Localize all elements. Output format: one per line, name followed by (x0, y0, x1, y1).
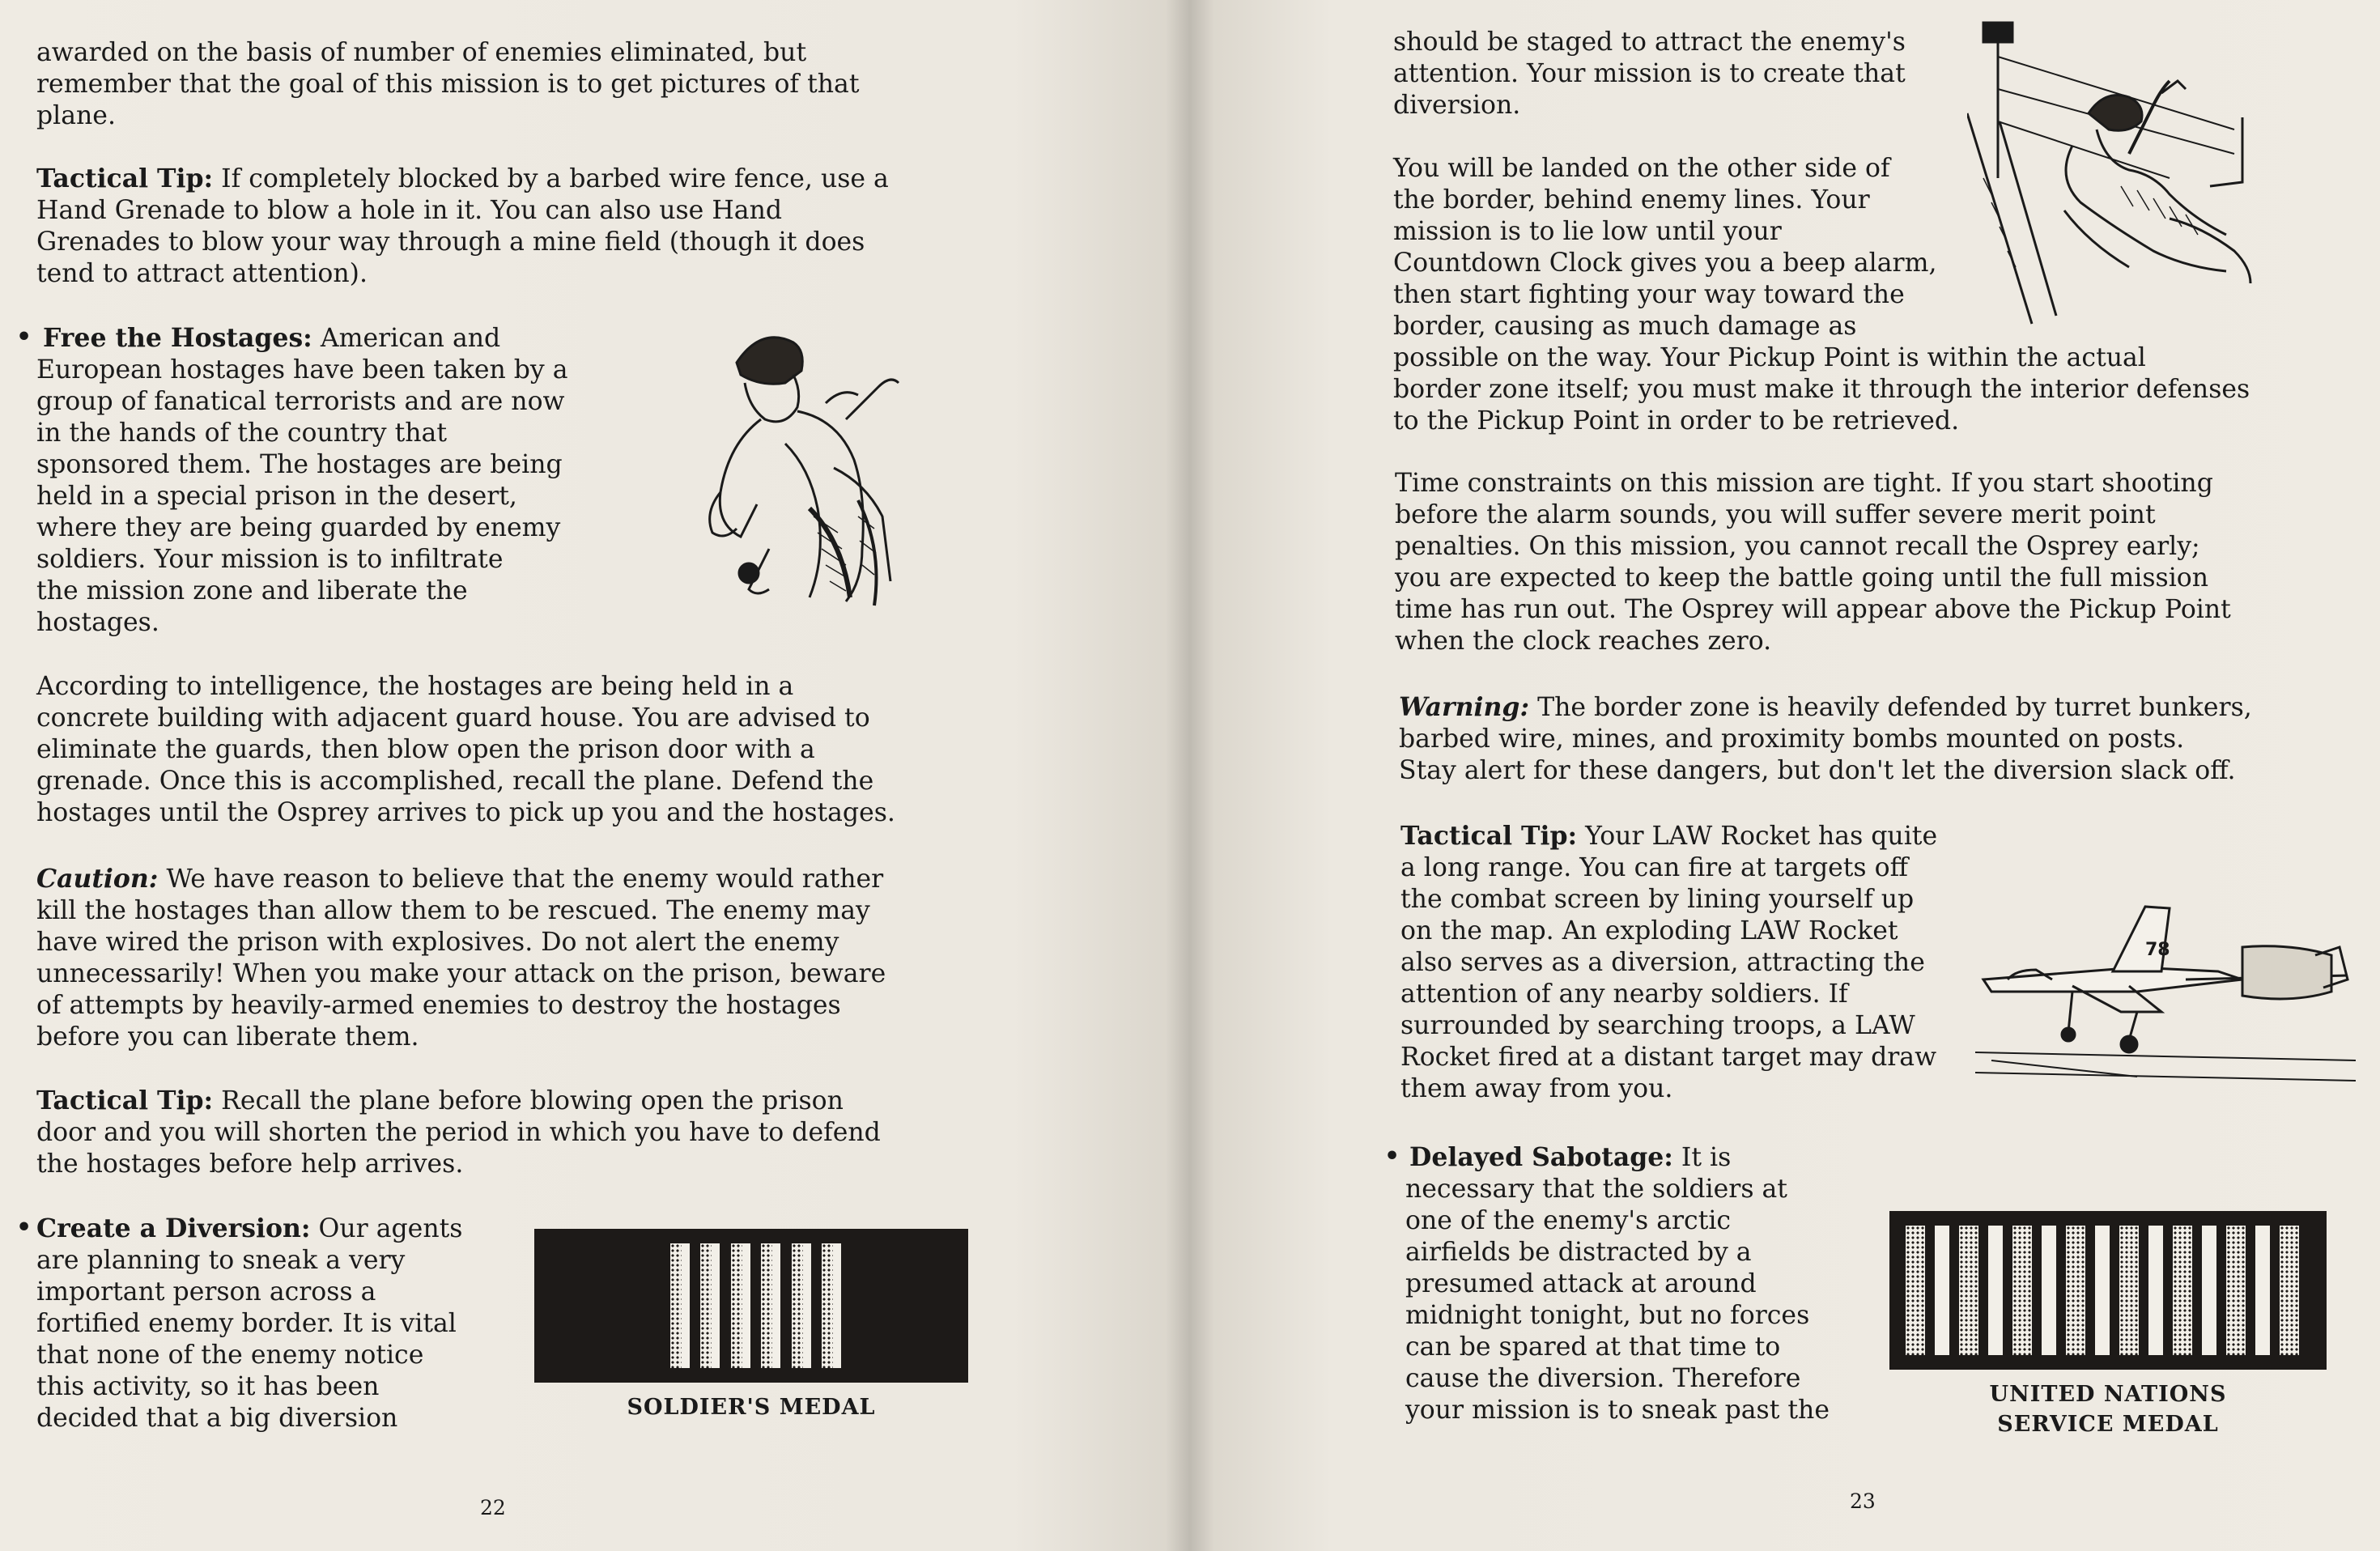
text-line: hostages until the Osprey arrives to pick up you and the hostages. (36, 798, 895, 827)
jet-marking: 78 (2145, 940, 2170, 960)
text-line: awarded on the basis of number of enemies eliminated, but (36, 38, 807, 67)
goal-paragraph (36, 37, 860, 132)
text-line: are planning to sneak a very (36, 1246, 406, 1275)
text-line: Hand Grenade to blow a hole in it. You can also use Hand (36, 196, 783, 225)
text-line: diversion. (1393, 91, 1521, 120)
text-line: border zone itself; you must make it through the interior defenses (1393, 375, 2250, 404)
text-line: necessary that the soldiers at (1405, 1175, 1787, 1204)
ribbon-stripe (682, 1243, 690, 1368)
un-service-medal-ribbon (1889, 1211, 2327, 1370)
text-line: your mission is to sneak past the (1405, 1396, 1830, 1425)
text-line: you are expected to keep the battle going until the full mission (1395, 563, 2209, 593)
bullet-dot: • (16, 323, 32, 351)
caution-paragraph (36, 863, 886, 1053)
text-line: them away from you. (1400, 1074, 1673, 1103)
staged-paragraph (1393, 27, 1906, 121)
text-line: before the alarm sounds, you will suffer severe merit point (1395, 500, 2156, 529)
text-line: attention. Your mission is to create that (1393, 59, 1906, 88)
text-line: barbed wire, mines, and proximity bombs mounted on posts. (1399, 725, 2185, 754)
text-line: The border zone is heavily defended by turret bunkers, (1529, 693, 2252, 722)
warning-label: Warning: (1399, 692, 1530, 722)
text-line: a long range. You can fire at targets off (1400, 853, 1908, 882)
soldiers-medal-caption: SOLDIER'S MEDAL (627, 1395, 876, 1420)
ribbon-stripe (2012, 1226, 2032, 1355)
soldier-crouching-illustration (672, 306, 915, 614)
ribbon-stripe (1906, 1226, 1925, 1355)
text-line: kill the hostages than allow them to be rescued. The enemy may (36, 896, 870, 925)
ribbon-stripe (700, 1243, 712, 1368)
text-line: attention of any nearby soldiers. If (1400, 979, 1848, 1009)
caption-line: UNITED NATIONS (1989, 1382, 2227, 1407)
text-line: soldiers. Your mission is to infiltrate (36, 545, 504, 574)
text-line: the border, behind enemy lines. Your (1393, 185, 1870, 215)
delayed-sabotage-section (1405, 1141, 1830, 1426)
caution-label: Caution: (36, 864, 159, 894)
text-line: mission is to lie low until your (1393, 217, 1782, 246)
tactical-tip-label: Tactical Tip: (1400, 821, 1578, 851)
text-line: then start fighting your way toward the (1393, 280, 1905, 309)
ribbon-stripe (670, 1243, 682, 1368)
text-line: remember that the goal of this mission is to get pictures of that (36, 70, 860, 99)
text-line: this activity, so it has been (36, 1372, 380, 1401)
warning-paragraph (1399, 691, 2252, 787)
text-line: If completely blocked by a barbed wire fence, use a (213, 164, 889, 193)
text-line: eliminate the guards, then blow open the prison door with a (36, 735, 815, 764)
text-line: It is (1672, 1143, 1732, 1172)
ribbon-stripe (742, 1243, 750, 1368)
section-title: Free the Hostages: (43, 323, 312, 353)
ribbon-stripe (822, 1243, 833, 1368)
text-line: Countdown Clock gives you a beep alarm, (1393, 249, 1937, 278)
un-service-medal-caption (1889, 1379, 2327, 1439)
bullet-dot: • (16, 1213, 32, 1242)
section-title: Delayed Sabotage: (1409, 1142, 1673, 1172)
text-line: important person across a (36, 1277, 376, 1307)
text-line: to the Pickup Point in order to be retrieved. (1393, 406, 1960, 436)
text-line: before you can liberate them. (36, 1022, 419, 1052)
ribbon-stripe (833, 1243, 841, 1368)
text-line: of attempts by heavily-armed enemies to destroy the hostages (36, 991, 841, 1020)
bullet-dot: • (1384, 1142, 1400, 1171)
text-line: presumed attack at around (1405, 1269, 1757, 1298)
landed-paragraph (1393, 153, 2250, 437)
ribbon-stripe (2066, 1226, 2085, 1355)
text-line: time has run out. The Osprey will appear above the Pickup Point (1395, 595, 2231, 624)
text-line: also serves as a diversion, attracting the (1400, 948, 1925, 977)
text-line: border, causing as much damage as (1393, 312, 1857, 341)
text-line: the mission zone and liberate the (36, 576, 468, 606)
jet-fighter-illustration (1975, 890, 2356, 1085)
text-line: grenade. Once this is accomplished, recall the plane. Defend the (36, 767, 874, 796)
text-line: fortified enemy border. It is vital (36, 1309, 457, 1338)
ribbon-stripe (2226, 1226, 2246, 1355)
ribbon-stripe (2173, 1226, 2192, 1355)
ribbon-stripe (712, 1243, 720, 1368)
text-line: held in a special prison in the desert, (36, 482, 517, 511)
ribbon-stripe (1935, 1226, 1949, 1355)
ribbon-stripe (2095, 1226, 2110, 1355)
text-line: airfields be distracted by a (1405, 1238, 1752, 1267)
text-line: tend to attract attention). (36, 259, 368, 288)
text-line: surrounded by searching troops, a LAW (1400, 1011, 1915, 1040)
intelligence-paragraph (36, 671, 895, 829)
text-line: You will be landed on the other side of (1393, 154, 1890, 183)
text-line: European hostages have been taken by a (36, 355, 568, 385)
ribbon-stripe (761, 1243, 772, 1368)
text-line: American and (312, 324, 501, 353)
text-line: cause the diversion. Therefore (1405, 1364, 1801, 1393)
soldiers-medal-ribbon (534, 1229, 968, 1383)
tactical-tip-3 (1400, 820, 1937, 1105)
text-line: sponsored them. The hostages are being (36, 450, 563, 479)
ribbon-stripe (772, 1243, 780, 1368)
right-page (1190, 0, 2380, 1551)
text-line: Grenades to blow your way through a mine field (though it does (36, 227, 865, 257)
text-line: Our agents (310, 1214, 463, 1243)
ribbon-stripe (1988, 1226, 2003, 1355)
tactical-tip-1 (36, 163, 889, 290)
text-line: that none of the enemy notice (36, 1341, 424, 1370)
text-line: group of fanatical terrorists and are now (36, 387, 565, 416)
text-line: Stay alert for these dangers, but don't let the diversion slack off. (1399, 756, 2236, 785)
text-line: penalties. On this mission, you cannot recall the Osprey early; (1395, 532, 2200, 561)
text-line: have wired the prison with explosives. Do not alert the enemy (36, 928, 839, 957)
tactical-tip-label: Tactical Tip: (36, 1086, 214, 1115)
book-gutter (1166, 0, 1214, 1551)
section-title: Create a Diversion: (36, 1213, 311, 1243)
tactical-tip-2 (36, 1085, 881, 1180)
ribbon-stripe (792, 1243, 803, 1368)
text-line: decided that a big diversion (36, 1404, 398, 1433)
text-line: We have reason to believe that the enemy would rather (158, 865, 884, 894)
ribbon-stripe (803, 1243, 811, 1368)
tactical-tip-label: Tactical Tip: (36, 164, 214, 193)
ribbon-stripe (2202, 1226, 2216, 1355)
text-line: concrete building with adjacent guard house. You are advised to (36, 703, 870, 733)
caption-line: SERVICE MEDAL (1997, 1412, 2219, 1437)
text-line: the combat screen by lining yourself up (1400, 885, 1915, 914)
text-line: in the hands of the country that (36, 419, 447, 448)
ribbon-stripe (2042, 1226, 2056, 1355)
text-line: door and you will shorten the period in which you have to defend (36, 1118, 881, 1147)
text-line: where they are being guarded by enemy (36, 513, 561, 542)
text-line: midnight tonight, but no forces (1405, 1301, 1810, 1330)
ribbon-stripe (2148, 1226, 2163, 1355)
text-line: Time constraints on this mission are tight. If you start shooting (1395, 469, 2213, 498)
text-line: hostages. (36, 608, 159, 637)
text-line: possible on the way. Your Pickup Point is within the actual (1393, 343, 2146, 372)
text-line: one of the enemy's arctic (1405, 1206, 1732, 1235)
free-the-hostages-section (36, 322, 568, 639)
text-line: can be spared at that time to (1405, 1332, 1781, 1362)
text-line: plane. (36, 101, 116, 130)
time-constraints-paragraph (1395, 468, 2231, 657)
ribbon-stripe (2119, 1226, 2139, 1355)
ribbon-stripe (2280, 1226, 2299, 1355)
text-line: unnecessarily! When you make your attack on the prison, beware (36, 959, 886, 988)
text-line: when the clock reaches zero. (1395, 627, 1772, 656)
page-number: 23 (1850, 1489, 1876, 1513)
ribbon-stripe (731, 1243, 742, 1368)
text-line: on the map. An exploding LAW Rocket (1400, 916, 1898, 945)
text-line: According to intelligence, the hostages are being held in a (36, 672, 794, 701)
text-line: Recall the plane before blowing open the prison (213, 1086, 844, 1115)
text-line: the hostages before help arrives. (36, 1149, 464, 1179)
text-line: Your LAW Rocket has quite (1577, 822, 1938, 851)
text-line: Rocket fired at a distant target may draw (1400, 1043, 1937, 1072)
text-line: should be staged to attract the enemy's (1393, 28, 1906, 57)
create-a-diversion-section (36, 1213, 462, 1434)
ribbon-stripe (2255, 1226, 2270, 1355)
page-number: 22 (480, 1496, 506, 1519)
ribbon-stripe (1959, 1226, 1978, 1355)
